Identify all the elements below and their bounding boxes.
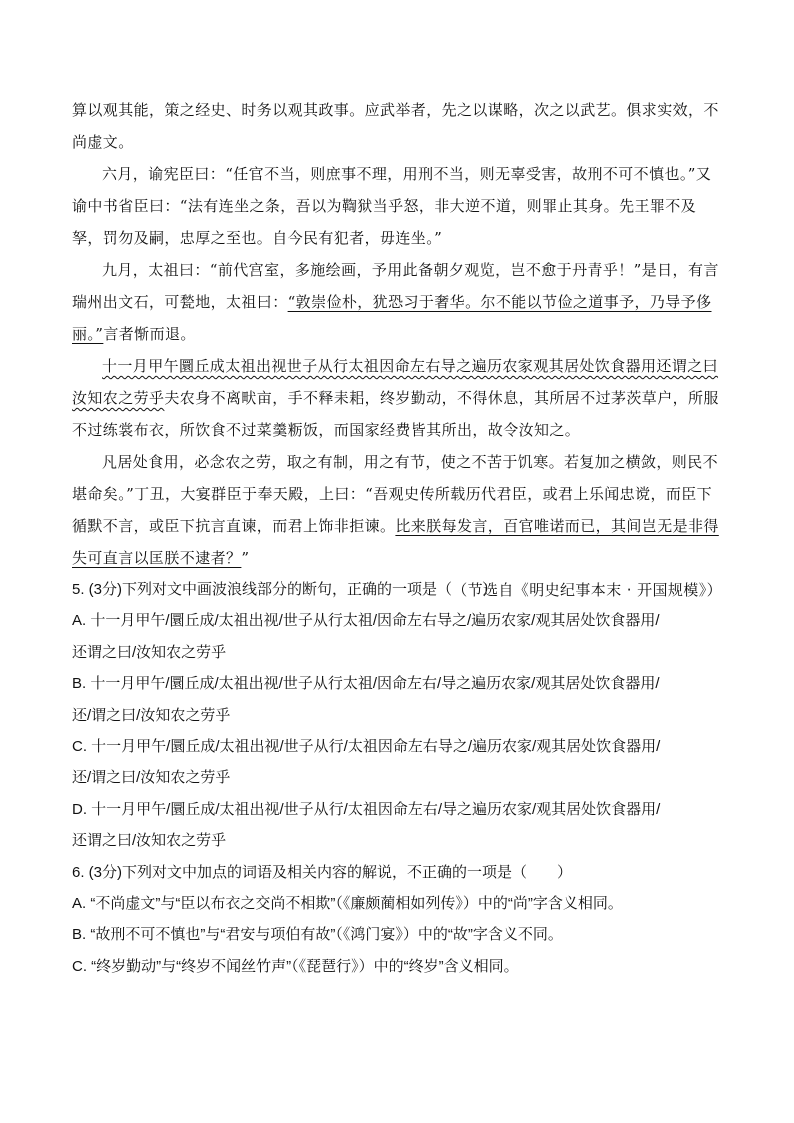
questions-section bbox=[72, 574, 732, 982]
question-6-option-c: C. “终岁勤动”与“终岁不闻丝竹声”（《琵琶行》）中的“终岁”含义相同。 bbox=[72, 957, 519, 975]
paragraph-4-text: 夫农身不离畎亩，手不释耒耜，终岁勤动，不得休息，其所居不过茅茨草户，所服不过练裳布衣，所饮食不过菜羹粝饭，而国家经费皆其所出，故令汝知之。 bbox=[72, 389, 719, 439]
question-6-option-b: B. “故刑不可不慎也”与“君安与项伯有故”（《鸿门宴》）中的“故”字含义不同。 bbox=[72, 926, 563, 944]
question-5-option-c-line-1: C. 十一月甲午/圜丘成/太祖出视/世子从行/太祖因命左右导之/遍历农家/观其居处饮食器用/ bbox=[72, 738, 661, 756]
passage-paragraph-4 bbox=[72, 350, 722, 446]
passage-paragraph-5 bbox=[72, 446, 722, 574]
question-5-option-a-line-2: 还谓之曰/汝知农之劳乎 bbox=[72, 643, 227, 661]
passage-paragraph-1: 算以观其能，策之经史、时务以观其政事。应武举者，先之以谋略，次之以武艺。俱求实效，不尚虚文。 bbox=[72, 101, 719, 151]
question-5-option-a-line-1: A. 十一月甲午/圜丘成/太祖出视/世子从行太祖/因命左右导之/遍历农家/观其居处饮食器用/ bbox=[72, 612, 660, 630]
question-6-stem: 6. (3分)下列对文中加点的词语及相关内容的解说，不正确的一项是（ ） bbox=[72, 863, 573, 881]
paragraph-5-ending: ” bbox=[241, 549, 250, 567]
question-5-option-d-line-1: D. 十一月甲午/圜丘成/太祖出视/世子从行/太祖因命左右/导之遍历农家/观其居处饮食器用/ bbox=[72, 800, 661, 818]
question-5-option-b-line-1: B. 十一月甲午/圜丘成/太祖出视/世子从行太祖/因命左右/导之遍历农家/观其居处饮食器用/ bbox=[72, 675, 660, 693]
classical-chinese-passage bbox=[72, 94, 722, 606]
question-5-stem: 5. (3分)下列对文中画波浪线部分的断句，正确的一项是（ ） bbox=[72, 581, 498, 598]
straight-underlined-sentence-2: 比来朕每发言，百官唯诺而已，其间岂无是非得失可直言以匡朕不逮者？ bbox=[72, 517, 719, 567]
paragraph-3-ending: 言者惭而退。 bbox=[103, 325, 196, 343]
passage-source: （节选自《明史纪事本末 · 开国规模》） bbox=[452, 581, 722, 599]
question-5-option-d-line-2: 还谓之曰/汝知农之劳乎 bbox=[72, 832, 227, 850]
passage-paragraph-2: 六月，谕宪臣曰：“任官不当，则庶事不理，用刑不当，则无辜受害，故刑不可不慎也。”又谕中书省臣曰：“法有连坐之条，吾以为鞫狱当乎怒，非大逆不道，则罪止其身。先王罪不及孥，罚勿及嗣，忠厚之至也。自今民有犯者，毋连坐。” bbox=[72, 165, 712, 247]
question-5-option-b-line-2: 还/谓之曰/汝知农之劳乎 bbox=[72, 706, 231, 724]
passage-paragraph-3 bbox=[72, 254, 722, 350]
question-6-option-a: A. “不尚虚文”与“臣以布衣之交尚不相欺”（《廉颇蔺相如列传》）中的“尚”字含义相同。 bbox=[72, 895, 623, 913]
paragraph-3-text: 九月，太祖曰：“前代宫室，多施绘画，予用此备朝夕观览，岂不愈于丹青乎！”是日，有言瑞州出文石，可甃地，太祖曰： bbox=[72, 261, 719, 311]
question-5-option-c-line-2: 还/谓之曰/汝知农之劳乎 bbox=[72, 769, 231, 787]
wavy-underlined-sentence: 十一月甲午圜丘成太祖出视世子从行太祖因命左右导之遍历农家观其居处饮食器用还谓之曰汝知农之劳乎 bbox=[72, 357, 719, 407]
paragraph-5-text: 凡居处食用，必念农之劳，取之有制，用之有节，使之不苦于饥寒。若复加之横敛，则民不堪命矣。”丁丑，大宴群臣于奉天殿，上曰：“吾观史传所载历代君臣，或君上乐闻忠谠，而臣下循默不言，或臣下抗言直谏，而君上饰非拒谏。 bbox=[72, 453, 719, 535]
straight-underlined-sentence-1: “敦崇俭朴，犹恐习于奢华。尔不能以节俭之道事予，乃导予侈丽。” bbox=[72, 293, 712, 343]
